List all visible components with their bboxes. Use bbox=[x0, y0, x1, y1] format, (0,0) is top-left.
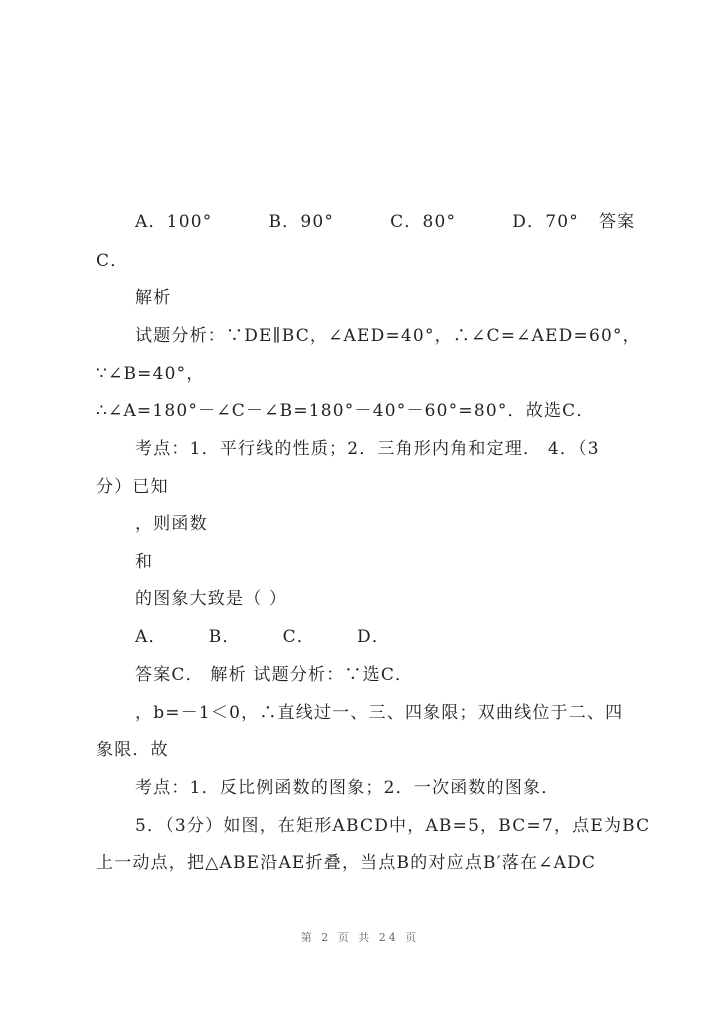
analysis-heading: 解析 bbox=[135, 288, 172, 308]
answer-label: 答案 bbox=[598, 212, 636, 232]
text-line: 和 bbox=[135, 552, 154, 572]
text-line: ∵∠B=40°， bbox=[96, 364, 205, 384]
text-line: 分）已知 bbox=[96, 477, 169, 497]
text-line: 答案C． 解析 试题分析：∵选C． bbox=[135, 665, 414, 685]
options-row-2 bbox=[135, 627, 390, 647]
option-b: B． bbox=[208, 627, 241, 647]
option-d: D．70° bbox=[512, 212, 579, 232]
text-line: 考点：1．反比例函数的图象；2．一次函数的图象． bbox=[135, 778, 560, 798]
text-line: 上一动点，把△ABE沿AE折叠，当点B的对应点B′落在∠ADC bbox=[96, 853, 597, 873]
option-d: D． bbox=[357, 627, 391, 647]
text-line: 考点：1．平行线的性质；2．三角形内角和定理． 4．（3 bbox=[135, 439, 600, 459]
text-line: ，b=－1＜0，∴直线过一、三、四象限；双曲线位于二、四 bbox=[135, 703, 624, 723]
option-b: B．90° bbox=[268, 212, 335, 232]
text-line: ，则函数 bbox=[135, 514, 208, 534]
text-line: 象限．故 bbox=[96, 740, 169, 760]
text-line: ∴∠A=180°－∠C－∠B=180°－40°－60°=80°．故选C． bbox=[96, 401, 595, 421]
option-c: C． bbox=[282, 627, 316, 647]
option-a: A． bbox=[135, 627, 167, 647]
options-row-1 bbox=[135, 212, 635, 232]
option-c: C．80° bbox=[390, 212, 457, 232]
text-line: 的图象大致是（ ） bbox=[135, 589, 288, 609]
text-line: C． bbox=[96, 251, 129, 271]
page-footer: 第 2 页 共 24 页 bbox=[300, 931, 420, 944]
text-line: 试题分析：∵DE∥BC，∠AED=40°，∴∠C=∠AED=60°， bbox=[135, 326, 641, 346]
text-line: 5．（3分）如图，在矩形ABCD中，AB=5，BC=7，点E为BC bbox=[135, 816, 651, 836]
option-a: A．100° bbox=[135, 212, 213, 232]
